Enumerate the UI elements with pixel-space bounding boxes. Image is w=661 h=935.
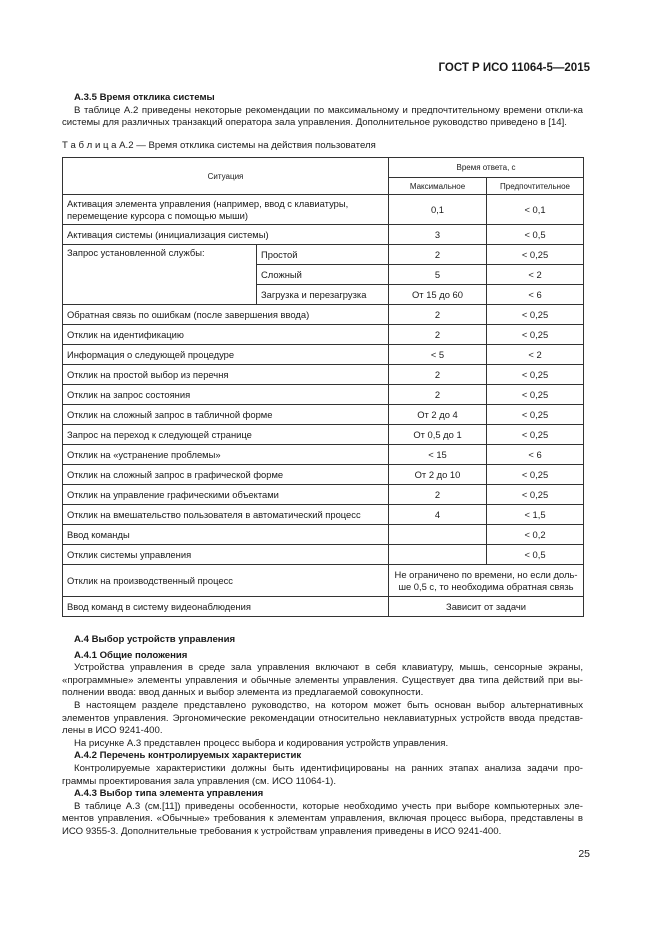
row-preferred-time: < 0,5 (487, 225, 584, 245)
section-a4 (62, 634, 583, 839)
section-a41-paragraph-1: Устройства управления в среде зала управления включают в себя клавиатуру, мышь, сенсорные экраны, «программные» элементы управления и обычные элементы управления. Существует два типа действий при вы-полнении ввода: ввод данных и выбор элемента из предлагаемой совокупности. (62, 662, 583, 699)
row-response-time: Не ограничено по времени, но если доль-ше 0,5 с, то необходима обратная связь (389, 565, 584, 597)
section-a35-heading: А.3.5 Время отклика системы (74, 92, 215, 103)
row-preferred-time: < 0,25 (487, 365, 584, 385)
col-header-situation: Ситуация (63, 158, 389, 195)
section-a35 (62, 92, 583, 130)
row-preferred-time: < 0,25 (487, 325, 584, 345)
col-header-max: Максимальное (389, 178, 487, 195)
row-max-time (389, 545, 487, 565)
col-header-response-time: Время ответа, с (389, 158, 584, 178)
row-max-time: 2 (389, 245, 487, 265)
row-sub-situation: Простой (257, 245, 389, 265)
table-row (63, 465, 584, 485)
row-situation: Ввод команд в систему видеонаблюдения (63, 597, 389, 617)
row-preferred-time: < 2 (487, 265, 584, 285)
row-situation: Отклик на управление графическими объектами (63, 485, 389, 505)
row-max-time: < 5 (389, 345, 487, 365)
row-max-time: От 15 до 60 (389, 285, 487, 305)
row-max-time: 3 (389, 225, 487, 245)
row-situation: Обратная связь по ошибкам (после завершения ввода) (63, 305, 389, 325)
row-preferred-time: < 0,25 (487, 385, 584, 405)
table-row (63, 565, 584, 597)
table-row (63, 345, 584, 365)
section-a41-paragraph-3: На рисунке А.3 представлен процесс выбора и кодирования устройств управления. (74, 737, 449, 749)
row-situation: Запрос на переход к следующей странице (63, 425, 389, 445)
table-row (63, 425, 584, 445)
row-preferred-time: < 1,5 (487, 505, 584, 525)
row-max-time: 2 (389, 325, 487, 345)
row-max-time: От 2 до 10 (389, 465, 487, 485)
table-row (63, 445, 584, 465)
row-preferred-time: < 0,1 (487, 195, 584, 225)
row-preferred-time: < 0,25 (487, 485, 584, 505)
row-preferred-time: < 0,5 (487, 545, 584, 565)
table-row (63, 505, 584, 525)
table-row (63, 305, 584, 325)
row-max-time: 4 (389, 505, 487, 525)
table-row (63, 365, 584, 385)
row-max-time: 2 (389, 485, 487, 505)
response-time-table (62, 157, 584, 617)
section-a43-heading: А.4.3 Выбор типа элемента управления (74, 788, 264, 800)
standard-designation: ГОСТ Р ИСО 11064-5—2015 (438, 62, 590, 74)
row-max-time: 5 (389, 265, 487, 285)
row-situation: Ввод команды (63, 525, 389, 545)
row-situation: Отклик на простой выбор из перечня (63, 365, 389, 385)
row-situation: Запрос установленной службы: (63, 245, 257, 305)
table-row (63, 525, 584, 545)
page-number: 25 (578, 848, 590, 860)
section-a4-heading: А.4 Выбор устройств управления (74, 634, 236, 645)
row-situation: Отклик на производственный процесс (63, 565, 389, 597)
table-row (63, 597, 584, 617)
row-preferred-time: < 6 (487, 445, 584, 465)
row-sub-situation: Сложный (257, 265, 389, 285)
row-situation: Отклик на сложный запрос в табличной форме (63, 405, 389, 425)
row-preferred-time: < 0,25 (487, 245, 584, 265)
row-preferred-time: < 0,25 (487, 305, 584, 325)
table-row (63, 195, 584, 225)
section-a43-paragraph-1: В таблице А.3 (см.[11]) приведены особенности, которые необходимо учесть при выборе компьютерных эле-ментов управления. «Обычные» требования к элементам управления, включая процесс выбора, представлены в ИСО 9355-3. Дополнительные требования к устройствам управления приведены в ИСО 9241-400. (62, 800, 583, 837)
row-situation: Отклик на «устранение проблемы» (63, 445, 389, 465)
row-max-time: 2 (389, 365, 487, 385)
row-situation: Информация о следующей процедуре (63, 345, 389, 365)
row-max-time: 2 (389, 305, 487, 325)
row-response-time: Зависит от задачи (389, 597, 584, 617)
table-row (63, 405, 584, 425)
row-preferred-time: < 0,25 (487, 465, 584, 485)
table-caption: Т а б л и ц а А.2 — Время отклика системы на действия пользователя (62, 140, 376, 151)
section-a35-text: В таблице А.2 приведены некоторые рекомендации по максимальному и предпочтительному времени откли-ка системы для различных транзакций оператора зала управления. Дополнительное руководство приведено в [14]. (62, 104, 583, 129)
row-preferred-time: < 2 (487, 345, 584, 365)
row-max-time: < 15 (389, 445, 487, 465)
table-row (63, 245, 584, 265)
row-situation: Отклик системы управления (63, 545, 389, 565)
row-situation: Активация системы (инициализация системы) (63, 225, 389, 245)
row-max-time: 0,1 (389, 195, 487, 225)
table-row (63, 225, 584, 245)
row-preferred-time: < 0,25 (487, 405, 584, 425)
row-situation: Отклик на вмешательство пользователя в автоматический процесс (63, 505, 389, 525)
row-preferred-time: < 0,25 (487, 425, 584, 445)
table-row (63, 385, 584, 405)
row-preferred-time: < 0,2 (487, 525, 584, 545)
row-situation: Активация элемента управления (например, ввод с клавиатуры, перемещение курсора с помощью мыши) (63, 195, 389, 225)
row-max-time (389, 525, 487, 545)
row-sub-situation: Загрузка и перезагрузка (257, 285, 389, 305)
row-max-time: 2 (389, 385, 487, 405)
table-row (63, 325, 584, 345)
row-preferred-time: < 6 (487, 285, 584, 305)
section-a41-heading: А.4.1 Общие положения (74, 649, 188, 661)
table-row (63, 545, 584, 565)
col-header-preferred: Предпочтительное (487, 178, 584, 195)
row-situation: Отклик на идентификацию (63, 325, 389, 345)
section-a41-paragraph-2: В настоящем разделе представлено руководство, на котором может быть основан выбор альтернативных элементов управления. Эргономические рекомендации относительно неклавиатурных устройств ввода представ-лены в ИСО 9241-400. (62, 699, 583, 737)
row-situation: Отклик на сложный запрос в графической форме (63, 465, 389, 485)
table-row (63, 485, 584, 505)
section-a42-paragraph-1: Контролируемые характеристики должны быть идентифицированы на ранних этапах анализа задачи про-граммы проектирования зала управления (см. ИСО 11064-1). (62, 762, 583, 787)
row-situation: Отклик на запрос состояния (63, 385, 389, 405)
row-max-time: От 0,5 до 1 (389, 425, 487, 445)
row-max-time: От 2 до 4 (389, 405, 487, 425)
section-a42-heading: А.4.2 Перечень контролируемых характеристик (74, 750, 302, 762)
